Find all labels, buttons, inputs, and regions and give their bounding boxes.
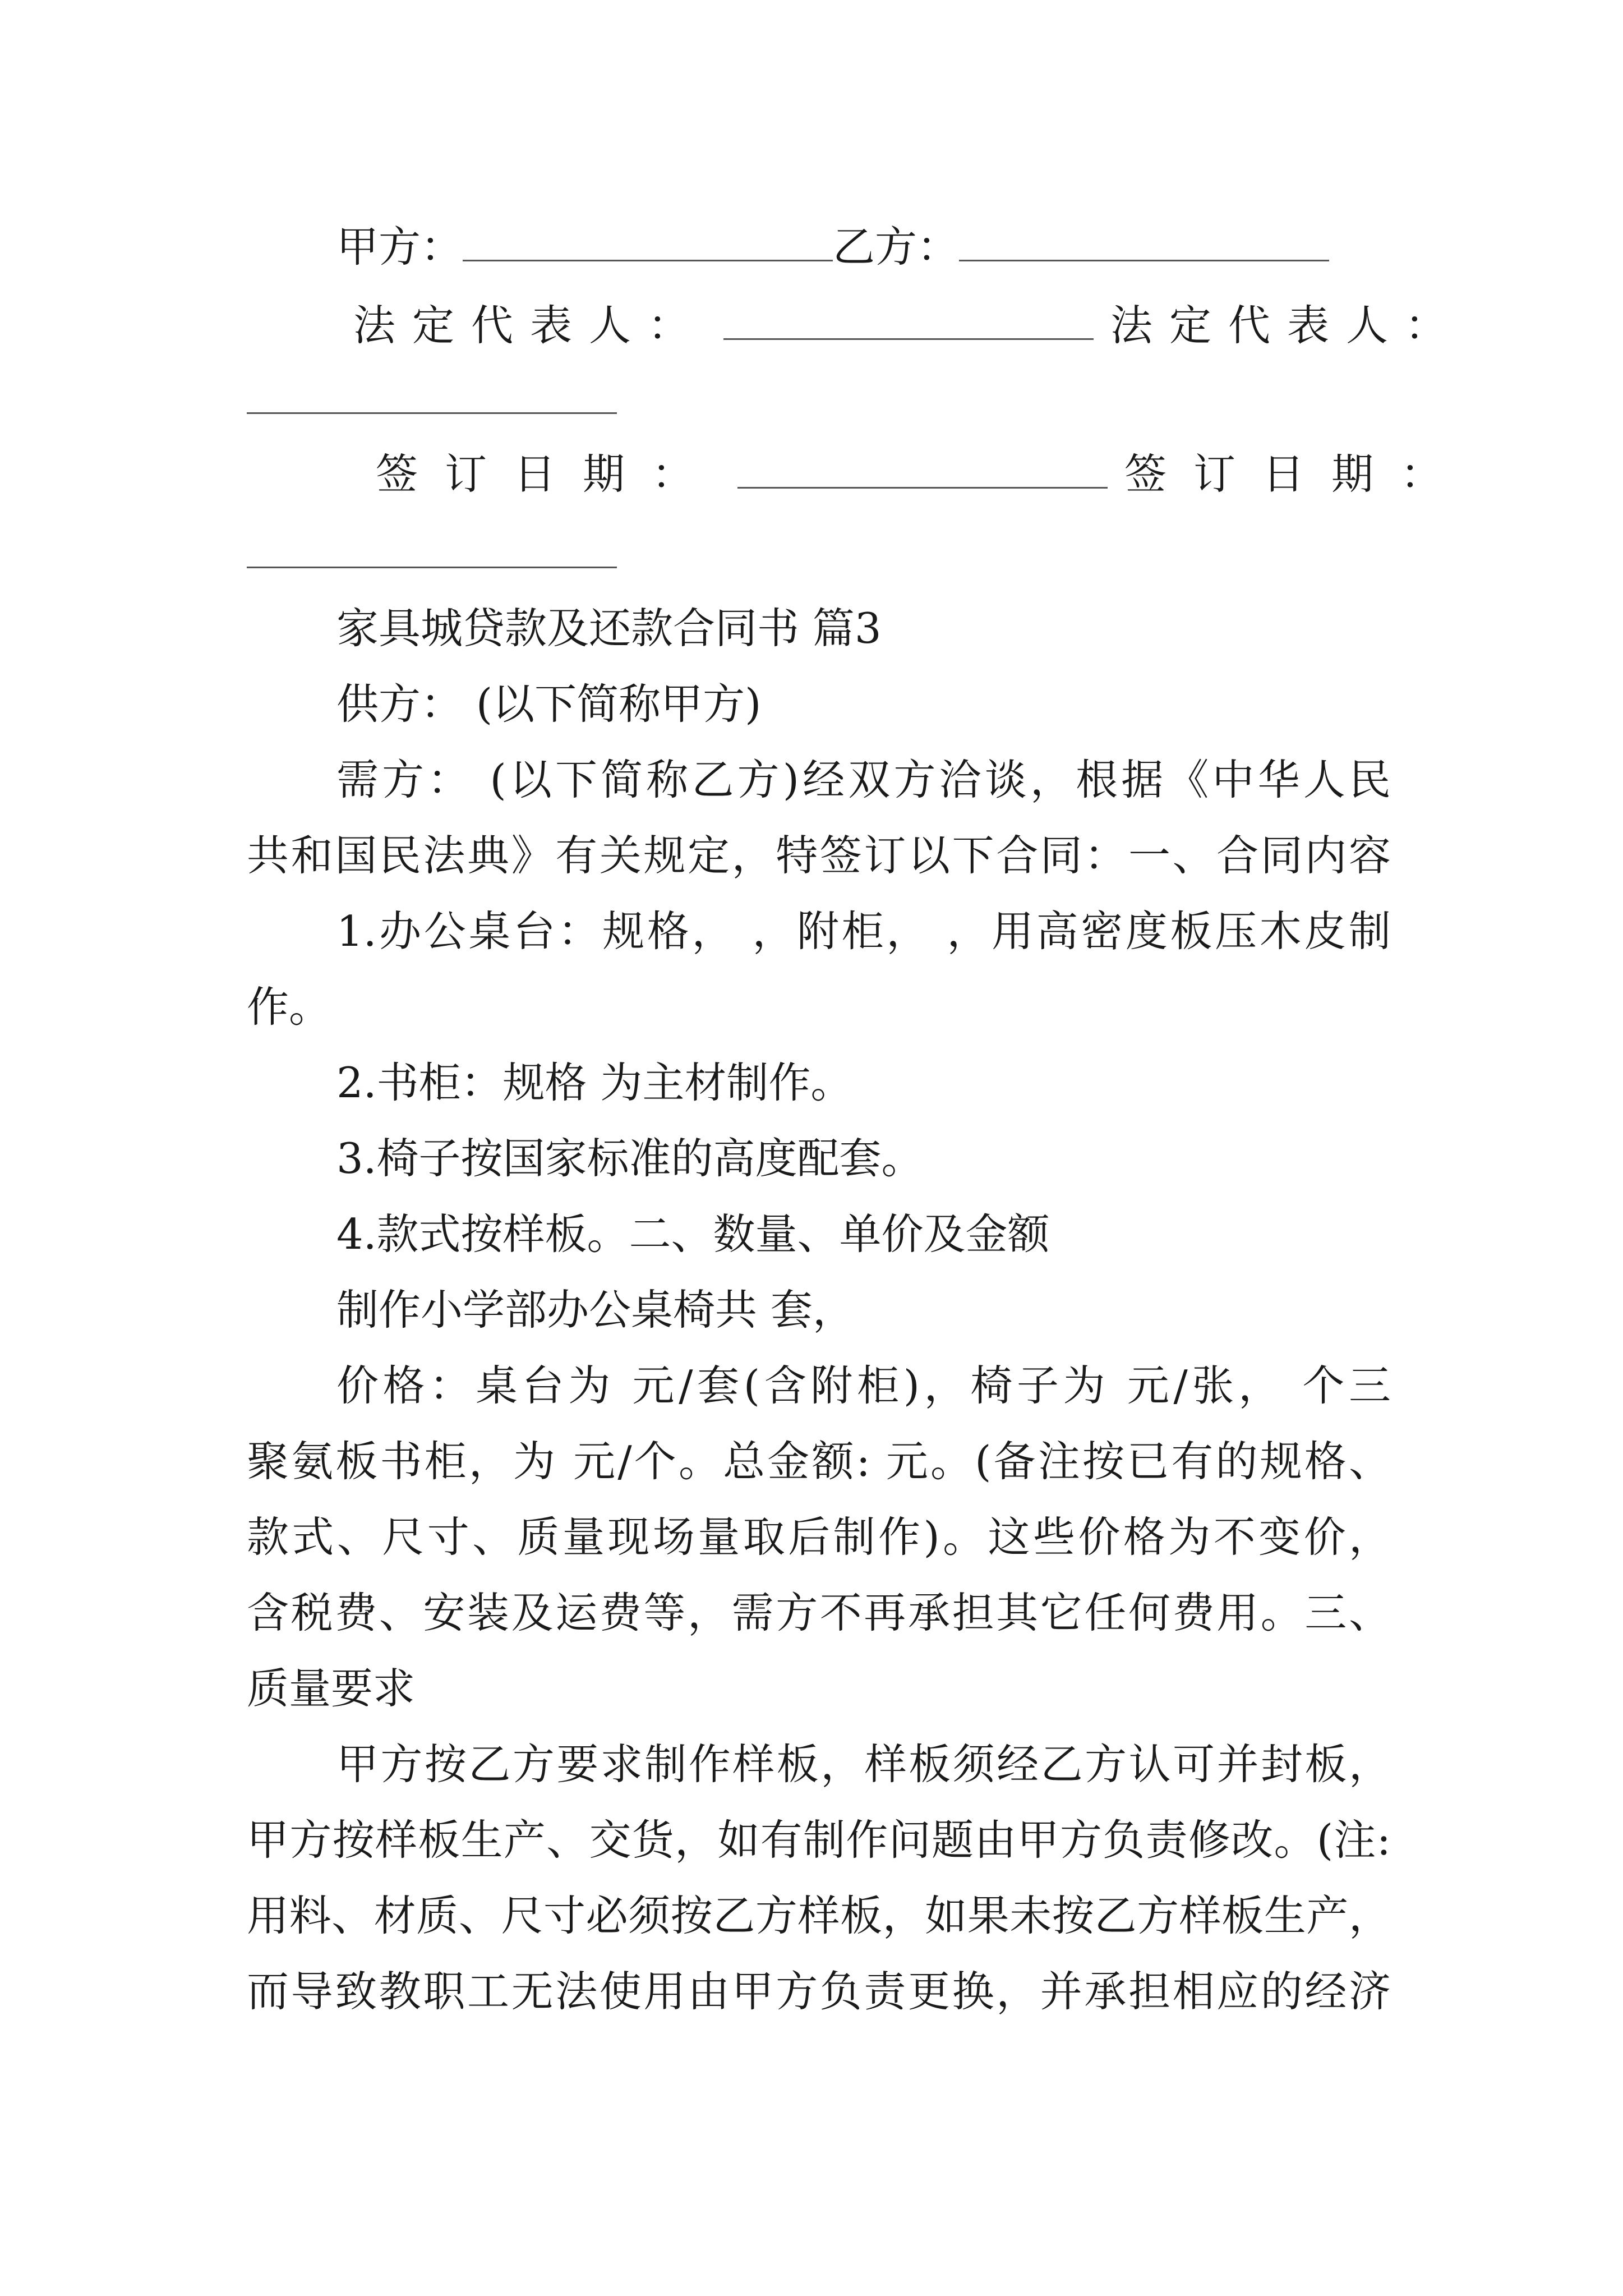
body-line: 共和国民法典》有关规定，特签订以下合同：一、合同内容 <box>247 831 1391 880</box>
body-line: 1.办公桌台：规格， ，附柜， ，用高密度板压木皮制 <box>336 907 1391 956</box>
sign-date-a-label: 签订日期： <box>376 449 721 499</box>
body-line: 制作小学部办公桌椅共 套， <box>336 1285 855 1335</box>
supplier-line: 供方： (以下简称甲方) <box>336 679 762 729</box>
legal-rep-row <box>353 297 1464 353</box>
body-line: 用料、材质、尺寸必须按乙方样板，如果未按乙方样板生产， <box>247 1891 1391 1940</box>
sign-date-a-blank[interactable] <box>737 448 1108 489</box>
body-line: 质量要求 <box>247 1664 416 1713</box>
party-a-blank[interactable] <box>463 220 833 261</box>
party-b-label: 乙方： <box>833 222 960 272</box>
body-line: 而导致教职工无法使用由甲方负责更换，并承担相应的经济 <box>247 1967 1391 2016</box>
body-line: 聚氨板书柜，为 元/个。总金额: 元。(备注按已有的规格、 <box>247 1437 1391 1486</box>
body-line: 需方： (以下简称乙方)经双方洽谈，根据《中华人民 <box>336 755 1391 804</box>
contract-title: 家具城贷款及还款合同书 篇3 <box>336 604 882 653</box>
legal-rep-a-label: 法定代表人： <box>353 301 707 350</box>
party-row <box>336 219 1402 275</box>
body-line: 3.椅子按国家标准的高度配套。 <box>336 1134 924 1183</box>
party-a-label: 甲方： <box>336 222 463 272</box>
body-line: 含税费、安装及运费等，需方不再承担其它任何费用。三、 <box>247 1588 1391 1637</box>
sign-date-b-label: 签订日期： <box>1124 449 1470 499</box>
party-b-blank[interactable] <box>959 220 1329 261</box>
body-line: 价格：桌台为 元/套(含附柜)，椅子为 元/张， 个三 <box>336 1361 1391 1410</box>
body-line: 款式、尺寸、质量现场量取后制作)。这些价格为不变价， <box>247 1512 1391 1562</box>
legal-rep-b-blank[interactable] <box>247 412 617 414</box>
sign-date-row <box>376 446 1470 502</box>
sign-date-b-blank[interactable] <box>247 567 617 568</box>
body-line: 4.款式按样板。二、数量、单价及金额 <box>336 1209 1050 1259</box>
legal-rep-a-blank[interactable] <box>723 299 1094 340</box>
body-line: 甲方按样板生产、交货，如有制作问题由甲方负责修改。(注: <box>247 1815 1391 1865</box>
body-line: 作。 <box>247 982 331 1032</box>
legal-rep-b-label: 法定代表人： <box>1110 301 1464 350</box>
body-line: 甲方按乙方要求制作样板，样板须经乙方认可并封板， <box>336 1740 1391 1789</box>
body-line: 2.书柜：规格 为主材制作。 <box>336 1058 853 1107</box>
